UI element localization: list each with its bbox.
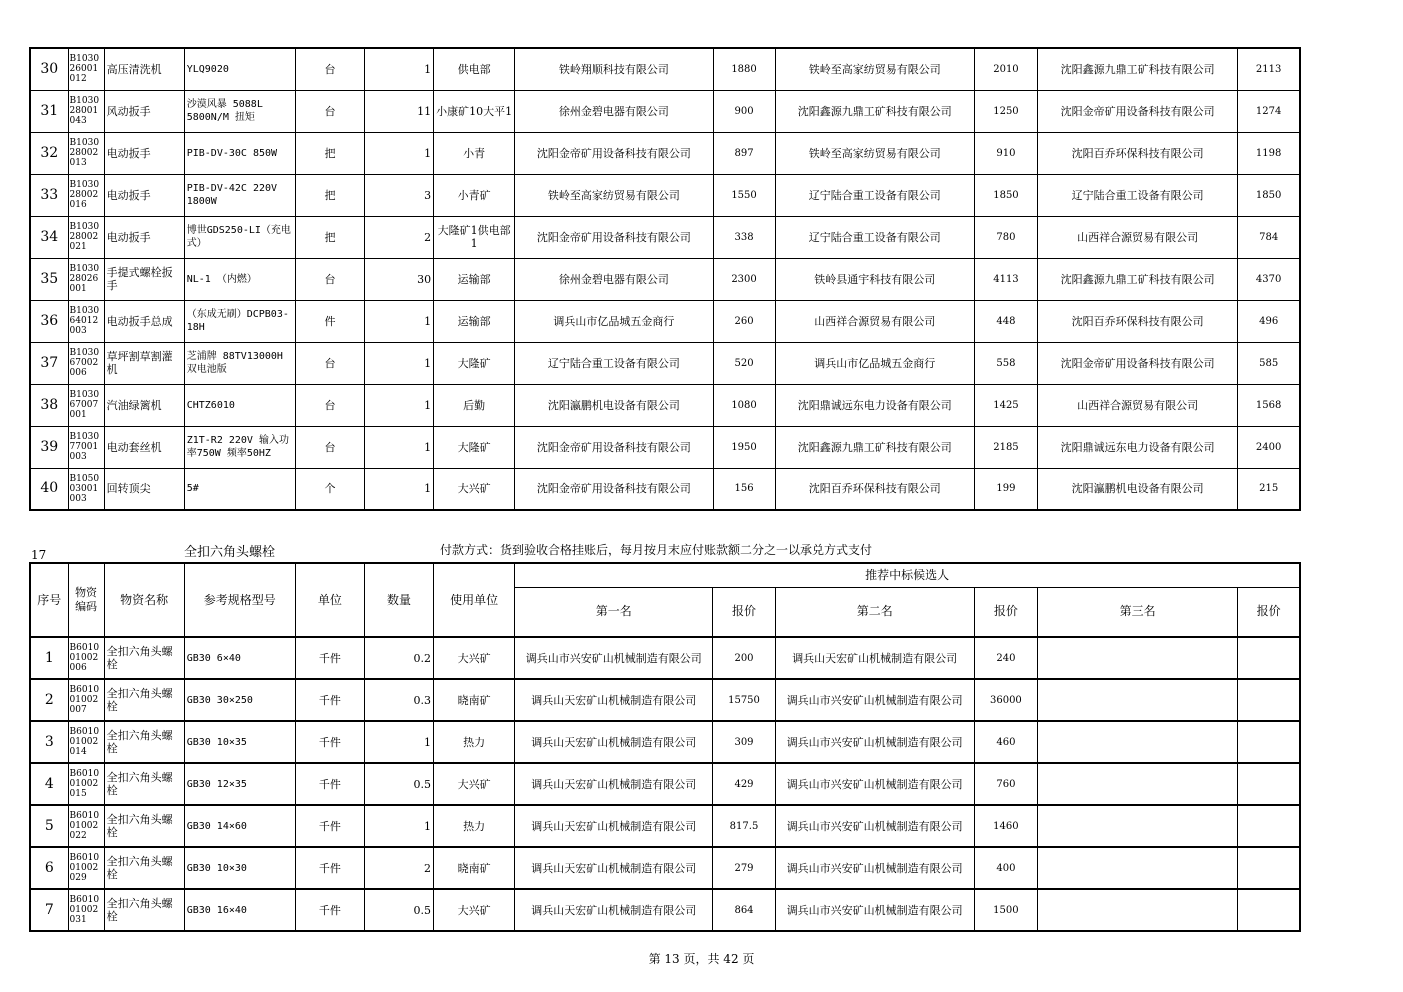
row-spec: GB30 14×60 xyxy=(184,805,295,847)
row-unit: 千件 xyxy=(295,889,364,931)
row-qty: 1 xyxy=(364,426,433,468)
page-footer: 第 13 页，共 42 页 xyxy=(648,952,755,966)
row-unit: 千件 xyxy=(295,763,364,805)
items-table-continued xyxy=(29,47,1301,511)
row-dept: 小青矿 xyxy=(434,174,515,216)
row-third-price: 1568 xyxy=(1238,384,1300,426)
items-table-body xyxy=(30,48,1300,510)
row-third-price xyxy=(1238,805,1300,847)
row-dept: 运输部 xyxy=(434,258,515,300)
row-second-price: 400 xyxy=(974,847,1037,889)
row-first-company: 调兵山天宏矿山机械制造有限公司 xyxy=(515,679,713,721)
row-third-company: 沈阳鼎诚远东电力设备有限公司 xyxy=(1038,426,1238,468)
row-name: 电动扳手总成 xyxy=(104,300,184,342)
row-spec: GB30 16×40 xyxy=(184,889,295,931)
header-spec: 参考规格型号 xyxy=(184,563,295,637)
header-second: 第二名 xyxy=(775,587,974,637)
row-code: B6010 01002 015 xyxy=(68,763,104,805)
table-row xyxy=(30,300,1300,342)
row-third-company xyxy=(1037,679,1237,721)
table-row xyxy=(30,90,1300,132)
header-price3: 报价 xyxy=(1238,587,1300,637)
row-spec: GB30 10×35 xyxy=(184,721,295,763)
row-qty: 0.2 xyxy=(364,637,433,679)
row-spec: Z1T-R2 220V 输入功率750W 频率50HZ xyxy=(184,426,295,468)
row-third-price: 2400 xyxy=(1238,426,1300,468)
header-dept: 使用单位 xyxy=(434,563,515,637)
row-second-company: 辽宁陆合重工设备有限公司 xyxy=(775,216,974,258)
row-third-company: 沈阳百乔环保科技有限公司 xyxy=(1038,132,1238,174)
row-dept: 大兴矿 xyxy=(434,637,515,679)
row-first-company: 辽宁陆合重工设备有限公司 xyxy=(515,342,713,384)
row-qty: 1 xyxy=(364,721,433,763)
row-first-price: 279 xyxy=(713,847,775,889)
row-first-company: 沈阳金帝矿用设备科技有限公司 xyxy=(515,426,713,468)
row-first-price: 900 xyxy=(713,90,775,132)
row-unit: 台 xyxy=(295,342,364,384)
row-first-price: 15750 xyxy=(713,679,775,721)
row-qty: 1 xyxy=(364,48,433,90)
row-name: 电动套丝机 xyxy=(104,426,184,468)
row-code: B1050 03001 003 xyxy=(68,468,104,510)
row-unit: 千件 xyxy=(295,721,364,763)
row-name: 风动扳手 xyxy=(104,90,184,132)
row-second-price: 1460 xyxy=(974,805,1037,847)
row-name: 高压清洗机 xyxy=(104,48,184,90)
header-price2: 报价 xyxy=(974,587,1037,637)
row-code: B6010 01002 031 xyxy=(68,889,104,931)
table-row xyxy=(30,258,1300,300)
row-third-company: 沈阳鑫源九鼎工矿科技有限公司 xyxy=(1038,48,1238,90)
row-seq: 37 xyxy=(30,342,68,384)
row-second-price: 460 xyxy=(974,721,1037,763)
row-second-price: 780 xyxy=(974,216,1037,258)
row-first-company: 调兵山天宏矿山机械制造有限公司 xyxy=(515,721,713,763)
row-unit: 把 xyxy=(295,132,364,174)
row-second-company: 铁岭至高家纺贸易有限公司 xyxy=(775,132,974,174)
row-third-company: 山西祥合源贸易有限公司 xyxy=(1038,384,1238,426)
table-row xyxy=(30,342,1300,384)
row-unit: 千件 xyxy=(295,847,364,889)
row-third-company: 沈阳瀛鹏机电设备有限公司 xyxy=(1038,468,1238,510)
row-seq: 38 xyxy=(30,384,68,426)
row-first-company: 调兵山市兴安矿山机械制造有限公司 xyxy=(515,637,713,679)
row-first-company: 沈阳金帝矿用设备科技有限公司 xyxy=(515,468,713,510)
row-seq: 33 xyxy=(30,174,68,216)
row-spec: 5# xyxy=(184,468,295,510)
row-spec: GB30 10×30 xyxy=(184,847,295,889)
row-dept: 运输部 xyxy=(434,300,515,342)
row-qty: 0.5 xyxy=(364,763,433,805)
row-name: 电动扳手 xyxy=(104,216,184,258)
row-unit: 千件 xyxy=(295,637,364,679)
row-second-company: 铁岭至高家纺贸易有限公司 xyxy=(775,48,974,90)
row-third-company xyxy=(1037,805,1237,847)
row-second-price: 4113 xyxy=(974,258,1037,300)
row-third-price xyxy=(1238,889,1300,931)
row-dept: 晓南矿 xyxy=(434,679,515,721)
row-spec: CHTZ6010 xyxy=(184,384,295,426)
table-row xyxy=(30,847,1300,889)
table-row xyxy=(30,468,1300,510)
bolt-items-body xyxy=(30,637,1300,931)
row-second-price: 1250 xyxy=(974,90,1037,132)
row-seq: 7 xyxy=(30,889,68,931)
row-third-price: 1198 xyxy=(1238,132,1300,174)
row-code: B1030 28002 016 xyxy=(68,174,104,216)
row-code: B1030 77001 003 xyxy=(68,426,104,468)
row-third-price xyxy=(1238,721,1300,763)
row-second-company: 辽宁陆合重工设备有限公司 xyxy=(775,174,974,216)
row-seq: 5 xyxy=(30,805,68,847)
row-second-company: 调兵山市兴安矿山机械制造有限公司 xyxy=(775,805,974,847)
row-dept: 热力 xyxy=(434,805,515,847)
row-spec: NL-1 （内燃） xyxy=(184,258,295,300)
row-code: B6010 01002 006 xyxy=(68,637,104,679)
row-spec: PIB-DV-42C 220V 1800W xyxy=(184,174,295,216)
row-second-company: 调兵山市兴安矿山机械制造有限公司 xyxy=(775,763,974,805)
row-second-company: 调兵山市兴安矿山机械制造有限公司 xyxy=(775,721,974,763)
row-dept: 后勤 xyxy=(434,384,515,426)
row-third-price: 1850 xyxy=(1238,174,1300,216)
header-code: 物资编码 xyxy=(68,563,104,637)
row-unit: 台 xyxy=(295,258,364,300)
row-unit: 台 xyxy=(295,384,364,426)
row-first-company: 徐州金碧电器有限公司 xyxy=(515,258,713,300)
row-code: B6010 01002 007 xyxy=(68,679,104,721)
row-first-price: 338 xyxy=(713,216,775,258)
row-unit: 台 xyxy=(295,426,364,468)
table-row xyxy=(30,637,1300,679)
table-row xyxy=(30,426,1300,468)
row-second-price: 199 xyxy=(974,468,1037,510)
row-first-company: 调兵山天宏矿山机械制造有限公司 xyxy=(515,763,713,805)
row-code: B6010 01002 029 xyxy=(68,847,104,889)
row-dept: 大兴矿 xyxy=(434,889,515,931)
row-qty: 2 xyxy=(364,216,433,258)
row-first-company: 调兵山天宏矿山机械制造有限公司 xyxy=(515,805,713,847)
row-qty: 1 xyxy=(364,300,433,342)
row-seq: 3 xyxy=(30,721,68,763)
row-code: B1030 67007 001 xyxy=(68,384,104,426)
row-third-price: 784 xyxy=(1238,216,1300,258)
row-code: B1030 67002 006 xyxy=(68,342,104,384)
header-first: 第一名 xyxy=(515,587,713,637)
row-name: 草坪割草割灌机 xyxy=(104,342,184,384)
row-first-company: 调兵山天宏矿山机械制造有限公司 xyxy=(515,889,713,931)
row-name: 汽油绿篱机 xyxy=(104,384,184,426)
row-name: 全扣六角头螺栓 xyxy=(104,805,184,847)
row-dept: 大隆矿 xyxy=(434,342,515,384)
row-code: B6010 01002 014 xyxy=(68,721,104,763)
header-price1: 报价 xyxy=(713,587,775,637)
row-dept: 大隆矿1供电部1 xyxy=(434,216,515,258)
row-second-price: 36000 xyxy=(974,679,1037,721)
header-row-top xyxy=(30,563,1300,587)
row-first-price: 1880 xyxy=(713,48,775,90)
row-spec: YLQ9020 xyxy=(184,48,295,90)
row-second-company: 调兵山天宏矿山机械制造有限公司 xyxy=(775,637,974,679)
row-second-company: 山西祥合源贸易有限公司 xyxy=(775,300,974,342)
table-row xyxy=(30,805,1300,847)
row-seq: 4 xyxy=(30,763,68,805)
row-seq: 1 xyxy=(30,637,68,679)
row-code: B6010 01002 022 xyxy=(68,805,104,847)
row-name: 电动扳手 xyxy=(104,174,184,216)
row-name: 手提式螺栓扳手 xyxy=(104,258,184,300)
table-row xyxy=(30,216,1300,258)
row-dept: 小青 xyxy=(434,132,515,174)
row-code: B1030 28002 013 xyxy=(68,132,104,174)
row-second-company: 沈阳鑫源九鼎工矿科技有限公司 xyxy=(775,90,974,132)
row-first-company: 沈阳金帝矿用设备科技有限公司 xyxy=(515,132,713,174)
row-seq: 31 xyxy=(30,90,68,132)
row-spec: 博世GDS250-LI（充电式） xyxy=(184,216,295,258)
row-seq: 36 xyxy=(30,300,68,342)
row-seq: 6 xyxy=(30,847,68,889)
row-second-company: 沈阳百乔环保科技有限公司 xyxy=(775,468,974,510)
row-first-price: 1950 xyxy=(713,426,775,468)
row-unit: 台 xyxy=(295,48,364,90)
row-name: 全扣六角头螺栓 xyxy=(104,637,184,679)
row-third-company: 沈阳鑫源九鼎工矿科技有限公司 xyxy=(1038,258,1238,300)
row-qty: 1 xyxy=(364,468,433,510)
row-qty: 1 xyxy=(364,805,433,847)
table-row xyxy=(30,679,1300,721)
row-first-company: 调兵山市亿品城五金商行 xyxy=(515,300,713,342)
row-name: 电动扳手 xyxy=(104,132,184,174)
row-second-price: 760 xyxy=(974,763,1037,805)
row-first-company: 沈阳瀛鹏机电设备有限公司 xyxy=(515,384,713,426)
row-first-company: 调兵山天宏矿山机械制造有限公司 xyxy=(515,847,713,889)
row-second-company: 调兵山市兴安矿山机械制造有限公司 xyxy=(775,889,974,931)
row-third-price xyxy=(1238,679,1300,721)
row-spec: GB30 12×35 xyxy=(184,763,295,805)
row-first-company: 沈阳金帝矿用设备科技有限公司 xyxy=(515,216,713,258)
row-code: B1030 26001 012 xyxy=(68,48,104,90)
row-first-price: 156 xyxy=(713,468,775,510)
row-second-price: 448 xyxy=(974,300,1037,342)
row-dept: 大兴矿 xyxy=(434,763,515,805)
row-spec: GB30 30×250 xyxy=(184,679,295,721)
row-qty: 1 xyxy=(364,342,433,384)
row-name: 回转顶尖 xyxy=(104,468,184,510)
row-spec: 沙漠风暴 5088L 5800N/M 扭矩 xyxy=(184,90,295,132)
row-unit: 个 xyxy=(295,468,364,510)
row-third-price: 496 xyxy=(1238,300,1300,342)
row-unit: 台 xyxy=(295,90,364,132)
row-first-company: 徐州金碧电器有限公司 xyxy=(515,90,713,132)
row-first-price: 2300 xyxy=(713,258,775,300)
row-code: B1030 28002 021 xyxy=(68,216,104,258)
row-third-price xyxy=(1238,763,1300,805)
header-recommend: 推荐中标候选人 xyxy=(515,563,1300,587)
table-row xyxy=(30,48,1300,90)
section-title: 全扣六角头螺栓 xyxy=(184,545,276,560)
row-second-company: 沈阳鑫源九鼎工矿科技有限公司 xyxy=(775,426,974,468)
row-third-company: 辽宁陆合重工设备有限公司 xyxy=(1038,174,1238,216)
row-third-price: 215 xyxy=(1238,468,1300,510)
row-first-price: 817.5 xyxy=(713,805,775,847)
row-unit: 把 xyxy=(295,174,364,216)
row-spec: 芝浦牌 88TV13000H 双电池版 xyxy=(184,342,295,384)
row-dept: 大隆矿 xyxy=(434,426,515,468)
row-third-company: 山西祥合源贸易有限公司 xyxy=(1038,216,1238,258)
row-dept: 大兴矿 xyxy=(434,468,515,510)
row-first-price: 260 xyxy=(713,300,775,342)
row-second-price: 2185 xyxy=(974,426,1037,468)
row-first-company: 铁岭翔顺科技有限公司 xyxy=(515,48,713,90)
row-third-company xyxy=(1037,889,1237,931)
row-second-company: 沈阳鼎诚远东电力设备有限公司 xyxy=(775,384,974,426)
row-qty: 3 xyxy=(364,174,433,216)
table-row xyxy=(30,384,1300,426)
row-qty: 11 xyxy=(364,90,433,132)
row-spec: （东成无刷）DCPB03-18H xyxy=(184,300,295,342)
row-spec: PIB-DV-30C 850W xyxy=(184,132,295,174)
row-unit: 千件 xyxy=(295,805,364,847)
row-first-price: 520 xyxy=(713,342,775,384)
row-spec: GB30 6×40 xyxy=(184,637,295,679)
row-code: B1030 28001 043 xyxy=(68,90,104,132)
row-third-price xyxy=(1238,847,1300,889)
row-qty: 2 xyxy=(364,847,433,889)
row-unit: 把 xyxy=(295,216,364,258)
row-name: 全扣六角头螺栓 xyxy=(104,847,184,889)
row-code: B1030 28026 001 xyxy=(68,258,104,300)
row-third-price xyxy=(1238,637,1300,679)
row-third-price: 2113 xyxy=(1238,48,1300,90)
row-second-price: 240 xyxy=(974,637,1037,679)
row-second-price: 1850 xyxy=(974,174,1037,216)
row-dept: 供电部 xyxy=(434,48,515,90)
row-seq: 34 xyxy=(30,216,68,258)
row-first-price: 1550 xyxy=(713,174,775,216)
bolt-items-table xyxy=(29,562,1301,932)
row-first-price: 897 xyxy=(713,132,775,174)
row-third-company: 沈阳金帝矿用设备科技有限公司 xyxy=(1038,90,1238,132)
row-second-company: 调兵山市兴安矿山机械制造有限公司 xyxy=(775,679,974,721)
row-unit: 千件 xyxy=(295,679,364,721)
row-first-price: 429 xyxy=(713,763,775,805)
row-second-price: 2010 xyxy=(974,48,1037,90)
row-third-company: 沈阳百乔环保科技有限公司 xyxy=(1038,300,1238,342)
row-qty: 0.3 xyxy=(364,679,433,721)
row-name: 全扣六角头螺栓 xyxy=(104,721,184,763)
row-unit: 件 xyxy=(295,300,364,342)
header-name: 物资名称 xyxy=(104,563,184,637)
row-third-price: 585 xyxy=(1238,342,1300,384)
row-second-price: 1425 xyxy=(974,384,1037,426)
table-row xyxy=(30,889,1300,931)
payment-terms: 付款方式：货到验收合格挂账后，每月按月末应付账款额二分之一以承兑方式支付 xyxy=(440,543,873,557)
row-qty: 1 xyxy=(364,384,433,426)
row-dept: 晓南矿 xyxy=(434,847,515,889)
row-qty: 1 xyxy=(364,132,433,174)
row-third-company xyxy=(1037,763,1237,805)
row-name: 全扣六角头螺栓 xyxy=(104,889,184,931)
header-third: 第三名 xyxy=(1037,587,1237,637)
row-second-price: 910 xyxy=(974,132,1037,174)
row-seq: 35 xyxy=(30,258,68,300)
row-dept: 热力 xyxy=(434,721,515,763)
row-seq: 40 xyxy=(30,468,68,510)
header-seq: 序号 xyxy=(30,563,68,637)
row-dept: 小康矿10大平1 xyxy=(434,90,515,132)
row-second-price: 1500 xyxy=(974,889,1037,931)
row-first-price: 864 xyxy=(713,889,775,931)
row-third-company: 沈阳金帝矿用设备科技有限公司 xyxy=(1038,342,1238,384)
row-third-company xyxy=(1037,721,1237,763)
row-third-company xyxy=(1037,847,1237,889)
row-third-company xyxy=(1037,637,1237,679)
row-first-price: 200 xyxy=(713,637,775,679)
row-first-company: 铁岭至高家纺贸易有限公司 xyxy=(515,174,713,216)
row-third-price: 4370 xyxy=(1238,258,1300,300)
table-row xyxy=(30,132,1300,174)
table-row xyxy=(30,721,1300,763)
row-seq: 30 xyxy=(30,48,68,90)
table-row xyxy=(30,174,1300,216)
row-code: B1030 64012 003 xyxy=(68,300,104,342)
header-qty: 数量 xyxy=(364,563,433,637)
row-seq: 2 xyxy=(30,679,68,721)
row-second-price: 558 xyxy=(974,342,1037,384)
header-unit: 单位 xyxy=(295,563,364,637)
row-seq: 32 xyxy=(30,132,68,174)
row-first-price: 309 xyxy=(713,721,775,763)
row-second-company: 调兵山市兴安矿山机械制造有限公司 xyxy=(775,847,974,889)
section-number: 17 xyxy=(31,548,47,562)
row-name: 全扣六角头螺栓 xyxy=(104,679,184,721)
row-third-price: 1274 xyxy=(1238,90,1300,132)
row-qty: 30 xyxy=(364,258,433,300)
row-seq: 39 xyxy=(30,426,68,468)
row-name: 全扣六角头螺栓 xyxy=(104,763,184,805)
row-second-company: 调兵山市亿品城五金商行 xyxy=(775,342,974,384)
row-second-company: 铁岭县通宇科技有限公司 xyxy=(775,258,974,300)
table-row xyxy=(30,763,1300,805)
row-first-price: 1080 xyxy=(713,384,775,426)
row-qty: 0.5 xyxy=(364,889,433,931)
